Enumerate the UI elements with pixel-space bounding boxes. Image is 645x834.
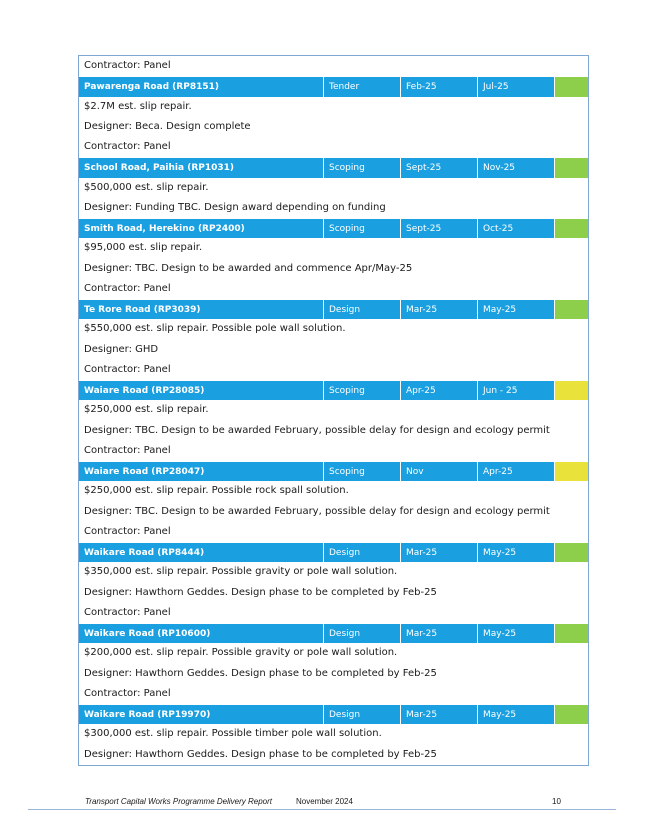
project-start: Feb-25 [400,77,477,96]
project-start: Mar-25 [400,543,477,562]
project-header-row [79,299,588,319]
project-name: Waiare Road (RP28085) [84,386,205,396]
project-start: Mar-25 [400,300,477,319]
status-indicator [554,543,588,562]
project-end: Oct-25 [477,219,554,238]
project-name: Te Rore Road (RP3039) [84,305,201,315]
report-title: Transport Capital Works Programme Delivery Report [85,797,273,806]
status-indicator [554,462,588,481]
project-detail-line: Contractor: Panel [84,444,171,456]
projects-table [78,55,589,766]
page-number: 10 [552,797,561,806]
project-detail-line: Contractor: Panel [84,282,171,294]
project-detail-line: Contractor: Panel [84,687,171,699]
project-detail-line: $250,000 est. slip repair. [84,404,209,416]
project-stage: Design [323,624,400,643]
status-indicator [554,158,588,177]
project-detail-line: Designer: TBC. Design to be awarded February, possible delay for design and ecology permit [84,505,550,517]
project-detail-line: Designer: Hawthorn Geddes. Design phase to be completed by Feb-25 [84,748,437,760]
project-header-row [79,76,588,96]
status-indicator [554,300,588,319]
project-header-row [79,461,588,481]
project-name: Waikare Road (RP10600) [84,629,211,639]
project-stage: Tender [323,77,400,96]
project-detail-line: $550,000 est. slip repair. Possible pole wall solution. [84,323,346,335]
project-end: May-25 [477,300,554,319]
status-indicator [554,219,588,238]
project-detail-line: Designer: Hawthorn Geddes. Design phase to be completed by Feb-25 [84,667,437,679]
status-indicator [554,705,588,724]
project-rows [79,76,588,765]
project-detail-line: $300,000 est. slip repair. Possible timber pole wall solution. [84,728,382,740]
project-stage: Design [323,705,400,724]
project-header-row [79,218,588,238]
project-detail-line: Designer: TBC. Design to be awarded February, possible delay for design and ecology permit [84,424,550,436]
report-date: November 2024 [296,797,353,806]
project-name: School Road, Paihia (RP1031) [84,163,235,174]
project-detail-line: $350,000 est. slip repair. Possible gravity or pole wall solution. [84,566,398,578]
project-start: Sept-25 [400,158,477,177]
project-detail-line: Designer: Hawthorn Geddes. Design phase to be completed by Feb-25 [84,586,437,598]
project-name: Smith Road, Herekino (RP2400) [84,224,245,234]
project-end: May-25 [477,705,554,724]
project-start: Apr-25 [400,381,477,400]
project-end: Nov-25 [477,158,554,177]
project-detail-line: Contractor: Panel [84,525,171,537]
project-detail-line: Designer: Funding TBC. Design award depending on funding [84,201,386,213]
project-start: Mar-25 [400,705,477,724]
status-indicator [554,624,588,643]
project-stage: Design [323,543,400,562]
project-start: Nov [400,462,477,481]
project-stage: Scoping [323,381,400,400]
project-header-row [79,623,588,643]
project-end: Jul-25 [477,77,554,96]
project-detail-line: Contractor: Panel [84,141,171,152]
project-name: Waikare Road (RP8444) [84,548,205,558]
project-detail-line: Designer: GHD [84,343,159,355]
project-detail-line: $95,000 est. slip repair. [84,242,203,254]
status-indicator [554,77,588,96]
project-detail-line: $250,000 est. slip repair. Possible rock spall solution. [84,485,349,497]
project-name: Pawarenga Road (RP8151) [84,82,219,93]
project-header-row [79,380,588,400]
project-start: Mar-25 [400,624,477,643]
project-end: Jun - 25 [477,381,554,400]
project-stage: Scoping [323,219,400,238]
project-detail-line: $500,000 est. slip repair. [84,181,209,193]
project-header-row [79,157,588,177]
project-detail-line: Designer: TBC. Design to be awarded and commence Apr/May-25 [84,262,413,274]
project-stage: Scoping [323,158,400,177]
project-start: Sept-25 [400,219,477,238]
project-detail-line: Contractor: Panel [84,606,171,618]
project-detail-line: Contractor: Panel [84,363,171,375]
project-header-row [79,542,588,562]
status-indicator [554,381,588,400]
project-name: Waikare Road (RP19970) [84,710,211,720]
project-detail-line: Designer: Beca. Design complete [84,120,251,132]
table-cell-text: Contractor: Panel [84,60,171,71]
project-end: May-25 [477,624,554,643]
project-detail-line: $200,000 est. slip repair. Possible gravity or pole wall solution. [84,647,398,659]
project-end: Apr-25 [477,462,554,481]
project-stage: Design [323,300,400,319]
project-end: May-25 [477,543,554,562]
project-name: Waiare Road (RP28047) [84,467,205,477]
project-stage: Scoping [323,462,400,481]
project-detail-line: $2.7M est. slip repair. [84,100,192,112]
project-header-row [79,704,588,724]
footer-divider [28,809,616,810]
